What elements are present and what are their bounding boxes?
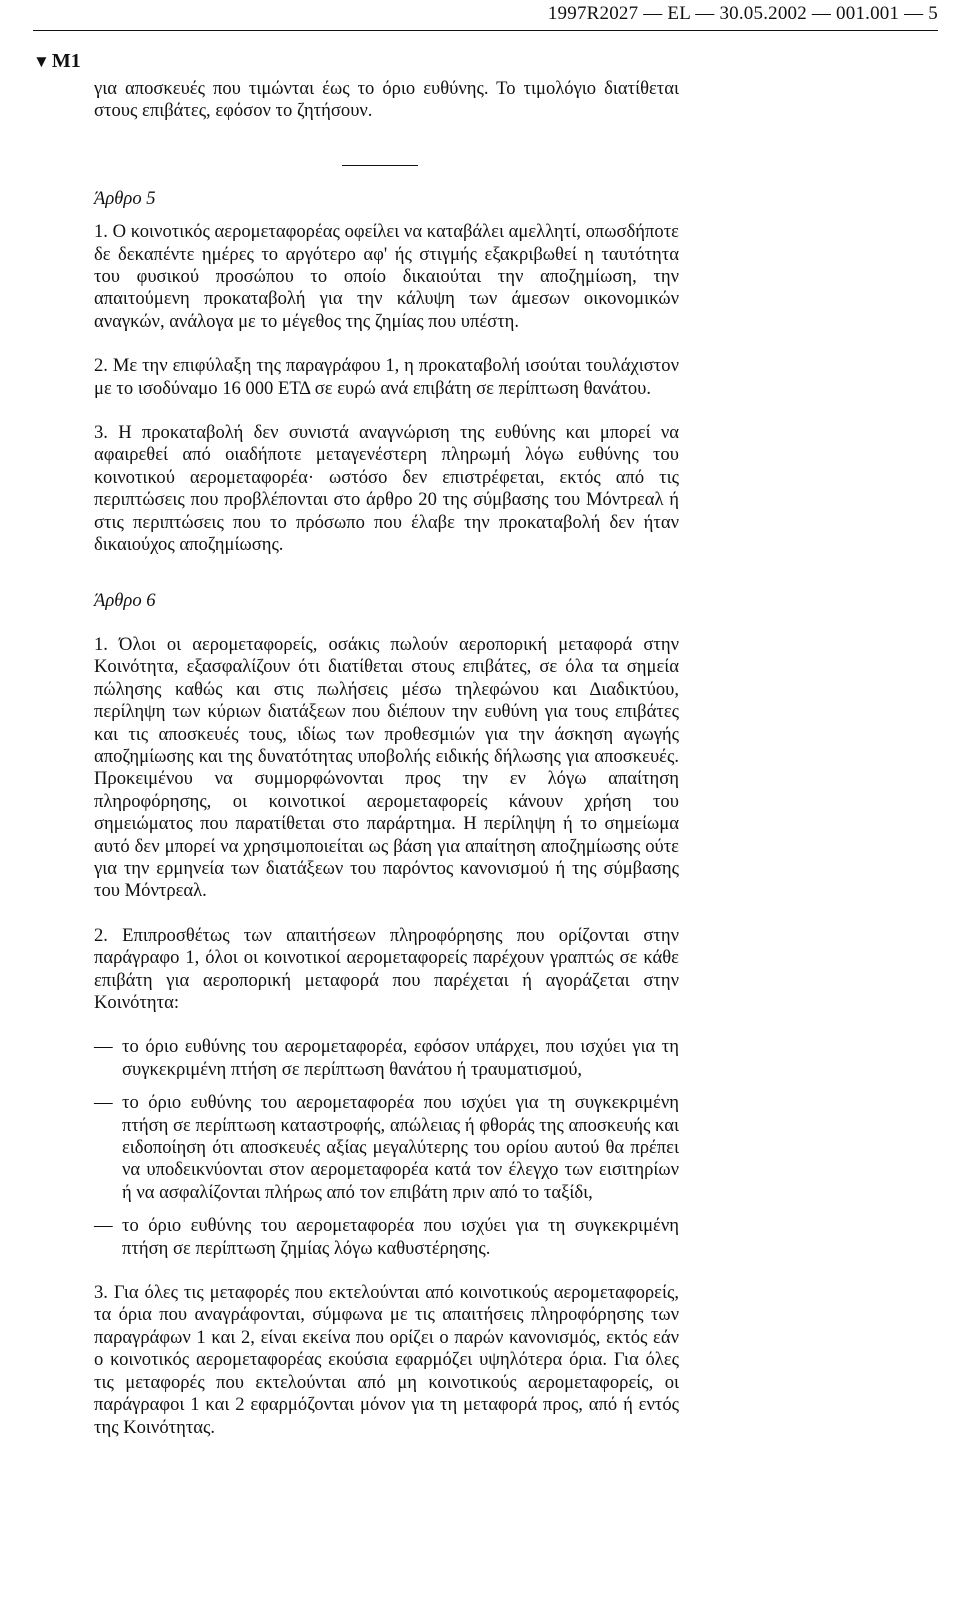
dash-marker: — [94, 1215, 113, 1237]
list-item-text: το όριο ευθύνης του αερομεταφορέα που ισχύει για τη συγκεκριμένη πτήση σε περίπτωση ζημίας λόγω καθυστέρησης. [122, 1215, 679, 1259]
dash-marker: — [94, 1036, 113, 1058]
article-5-title: Άρθρο 5 [94, 187, 156, 209]
dash-marker: — [94, 1092, 113, 1114]
article-5-paragraph-1: 1. Ο κοινοτικός αερομεταφορέας οφείλει να καταβάλει αμελλητί, οπωσδήποτε δε δεκαπέντε ημέρες το αργότερο αφ' ής στιγμής εξακριβωθεί η ταυτότητα του φυσικού προσώπου το οποίο δικαιούται την αποζημίωση, την απαιτούμενη προκαταβολή για την κάλυψη των άμεσων οικονομικών αναγκών, ανάλογα με το μέγεθος της ζημίας που υπέστη. [94, 221, 679, 332]
intro-paragraph: για αποσκευές που τιμώνται έως το όριο ευθύνης. Το τιμολόγιο διατίθεται στους επιβάτες, εφόσον το ζητήσουν. [94, 78, 679, 122]
article-6-paragraph-2: 2. Επιπροσθέτως των απαιτήσεων πληροφόρησης που ορίζονται στην παράγραφο 1, όλοι οι κοινοτικοί αερομεταφορείς παρέχουν γραπτώς σε κάθε επιβάτη για αεροπορική μεταφορά που παρέχεται ή αγοράζεται στην Κοινότητα: [94, 924, 679, 1013]
list-item [94, 1215, 679, 1260]
list-item [94, 1092, 679, 1204]
list-item-text: το όριο ευθύνης του αερομεταφορέα, εφόσον υπάρχει, που ισχύει για τη συγκεκριμένη πτήση σε περίπτωση θανάτου ή τραυματισμού, [122, 1036, 679, 1080]
article-6-paragraph-1: 1. Όλοι οι αερομεταφορείς, οσάκις πωλούν αεροπορική μεταφορά στην Κοινότητα, εξασφαλίζουν ότι διατίθεται στους επιβάτες, σε όλα τα σημεία πώλησης καθώς και στις πωλήσεις μέσω τηλεφώνου και Διαδικτύου, περίληψη των κύριων διατάξεων που διέπουν την ευθύνη για τους επιβάτες και τις αποσκευές τους, ιδίως των προθεσμιών για την άσκηση αγωγής αποζημίωσης και της δυνατότητας υποβολής ειδικής δήλωσης για αποσκευές. Προκειμένου να συμμορφώνονται προς την εν λόγω απαίτηση πληροφόρησης, οι κοινοτικοί αερομεταφορείς κάνουν χρήση του σημειώματος που παρατίθεται στο παράρτημα. Η περίληψη ή το σημείωμα αυτό δεν μπορεί να χρησιμοποιείται ως βάση για απαίτηση αποζημίωσης ούτε για την ερμηνεία των διατάξεων του παρόντος κανονισμού ή της σύμβασης του Μόντρεαλ. [94, 633, 679, 902]
article-5-paragraph-3: 3. Η προκαταβολή δεν συνιστά αναγνώριση της ευθύνης και μπορεί να αφαιρεθεί από οιαδήποτε μεταγενέστερη πληρωμή λόγω ευθύνης του κοινοτικού αερομεταφορέα· ωστόσο δεν επιστρέφεται, εκτός από τις περιπτώσεις που προβλέπονται στο άρθρο 20 της σύμβασης του Μόντρεαλ ή στις περιπτώσεις που το πρόσωπο που έλαβε την προκαταβολή δεν ήταν δικαιούχος αποζημίωσης. [94, 422, 679, 556]
article-6-dash-list [94, 1036, 679, 1260]
running-header: 1997R2027 — EL — 30.05.2002 — 001.001 — 5 [547, 3, 938, 24]
list-item [94, 1036, 679, 1081]
article-6-paragraph-3: 3. Για όλες τις μεταφορές που εκτελούνται από κοινοτικούς αερομεταφορείς, τα όρια που αναγράφονται, σύμφωνα με τις απαιτήσεις πληροφόρησης των παραγράφων 1 και 2, είναι εκείνα που ορίζει ο παρών κανονισμός, εκτός εάν ο κοινοτικός αερομεταφορέας εκούσια εφαρμόζει υψηλότερα όρια. Για όλες τις μεταφορές που εκτελούνται από μη κοινοτικούς αερομεταφορείς, οι παράγραφοι 1 και 2 εφαρμόζονται μόνον για τη μεταφορά προς, από ή εντός της Κοινότητας. [94, 1282, 679, 1438]
amendment-marker [33, 50, 81, 73]
header-rule [33, 30, 938, 31]
article-5-paragraph-2: 2. Με την επιφύλαξη της παραγράφου 1, η προκαταβολή ισούται τουλάχιστον με το ισοδύναμο 16 000 ΕΤΔ σε ευρώ ανά επιβάτη σε περίπτωση θανάτου. [94, 355, 679, 399]
separator-line [342, 165, 418, 166]
triangle-down-icon: ▼ [33, 52, 50, 71]
document-body [94, 78, 679, 1439]
list-item-text: το όριο ευθύνης του αερομεταφορέα που ισχύει για τη συγκεκριμένη πτήση σε περίπτωση καταστροφής, απώλειας ή φθοράς της αποσκευής και ειδοποίηση ότι αποσκευές αξίας μεγαλύτερης του ορίου αυτού θα πρέπει να υποδεικνύονται στον αερομεταφορέα κατά τον έλεγχο των εισιτηρίων ή να ασφαλίζονται πλήρως από τον επιβάτη πριν από το ταξίδι, [122, 1092, 679, 1203]
article-6-title: Άρθρο 6 [94, 589, 156, 611]
amendment-marker-label: M1 [51, 50, 81, 72]
